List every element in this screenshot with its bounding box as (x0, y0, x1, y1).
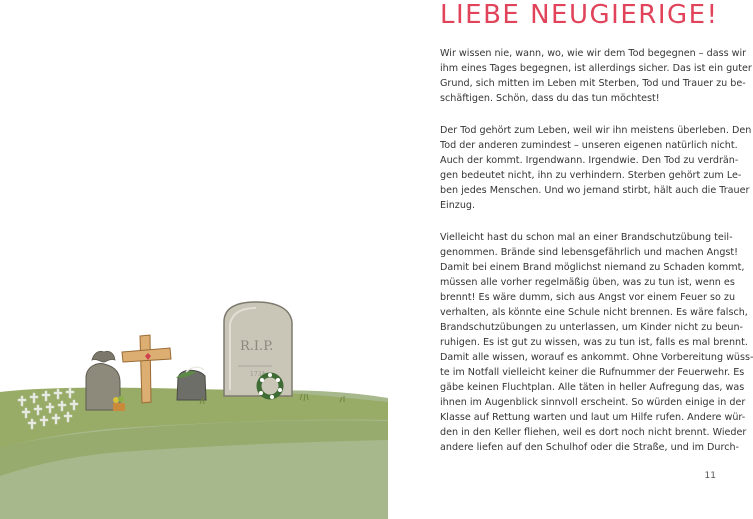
text-line: andere liefen auf den Schulhof oder die Straße, und im Durch- (440, 442, 740, 453)
paragraph-fire-drill (440, 230, 753, 455)
text-line: Klasse auf Rettung warten und laut um Hilfe rufen. Andere wür- (440, 412, 746, 423)
text-line: ihnen im Augenblick sinnvoll erscheint. So würden einige in der (440, 397, 746, 408)
paragraph-intro (440, 46, 752, 106)
text-line: Damit alle wissen, worauf es ankommt. Ohne Vorbereitung wüss- (440, 352, 753, 363)
text-line: Der Tod gehört zum Leben, weil wir ihn meistens überleben. Den (440, 125, 752, 136)
text-line: Wir wissen nie, wann, wo, wie wir dem Tod begegnen – dass wir (440, 48, 747, 59)
text-line: Grund, sich mitten im Leben mit Sterben, Tod und Trauer zu be- (440, 78, 746, 89)
text-line: gen bedeutet nicht, ihn zu verhindern. Sterben gehört zum Le- (440, 170, 742, 181)
text-line: Auch der kommt. Irgendwann. Irgendwie. Den Tod zu verdrän- (440, 155, 739, 166)
text-line: brennt! Es wäre dumm, sich aus Angst vor einem Feuer so zu (440, 292, 736, 303)
tombstone-year: 1734 (250, 371, 266, 378)
text-line: ben jedes Menschen. Und wo jemand stirbt, hält auch die Trauer (440, 185, 750, 196)
text-line: Brandschutzübungen zu unterlassen, um Kinder nicht zu beun- (440, 322, 744, 333)
text-line: genommen. Brände sind lebensgefährlich und machen Angst! (440, 247, 739, 258)
text-line: schäftigen. Schön, dass du das tun möchtest! (440, 93, 660, 104)
text-line: gäbe keinen Fluchtplan. Alle täten in heller Aufregung das, was (440, 382, 745, 393)
flower-pot (113, 396, 125, 411)
text-line: müssen alle vorher regelmäßig üben, was zu tun ist, wenn es (440, 277, 735, 288)
dark-gravestone (176, 367, 206, 400)
body-text (440, 46, 753, 472)
text-line: Einzug. (440, 200, 476, 211)
text-line: Tod der anderen zumindest – unseren eigenen natürlich nicht. (440, 140, 738, 151)
text-line: den in den Keller fliehen, weil es dort noch nicht brennt. Wieder (440, 427, 747, 438)
paragraph-death-is-life (440, 123, 752, 213)
page-number: 11 (704, 471, 716, 481)
text-line: Vielleicht hast du schon mal an einer Brandschutzübung teil- (440, 232, 733, 243)
text-line: ruhigen. Es ist gut zu wissen, was zu tun ist, falls es mal brennt. (440, 337, 748, 348)
page-title: LIEBE NEUGIERIGE! (440, 0, 719, 30)
text-line: te im Notfall vielleicht keiner die Rufnummer der Feuerwehr. Es (440, 367, 745, 378)
text-line: ihm eines Tages begegnen, ist allerdings sicher. Das ist ein guter (440, 63, 752, 74)
text-line: Damit bei einem Brand möglichst niemand zu Schaden kommt, (440, 262, 745, 273)
tombstone-inscription: R.I.P. (240, 339, 274, 354)
text-line: verhalten, als könnte eine Schule nicht brennen. Es wäre falsch, (440, 307, 748, 318)
